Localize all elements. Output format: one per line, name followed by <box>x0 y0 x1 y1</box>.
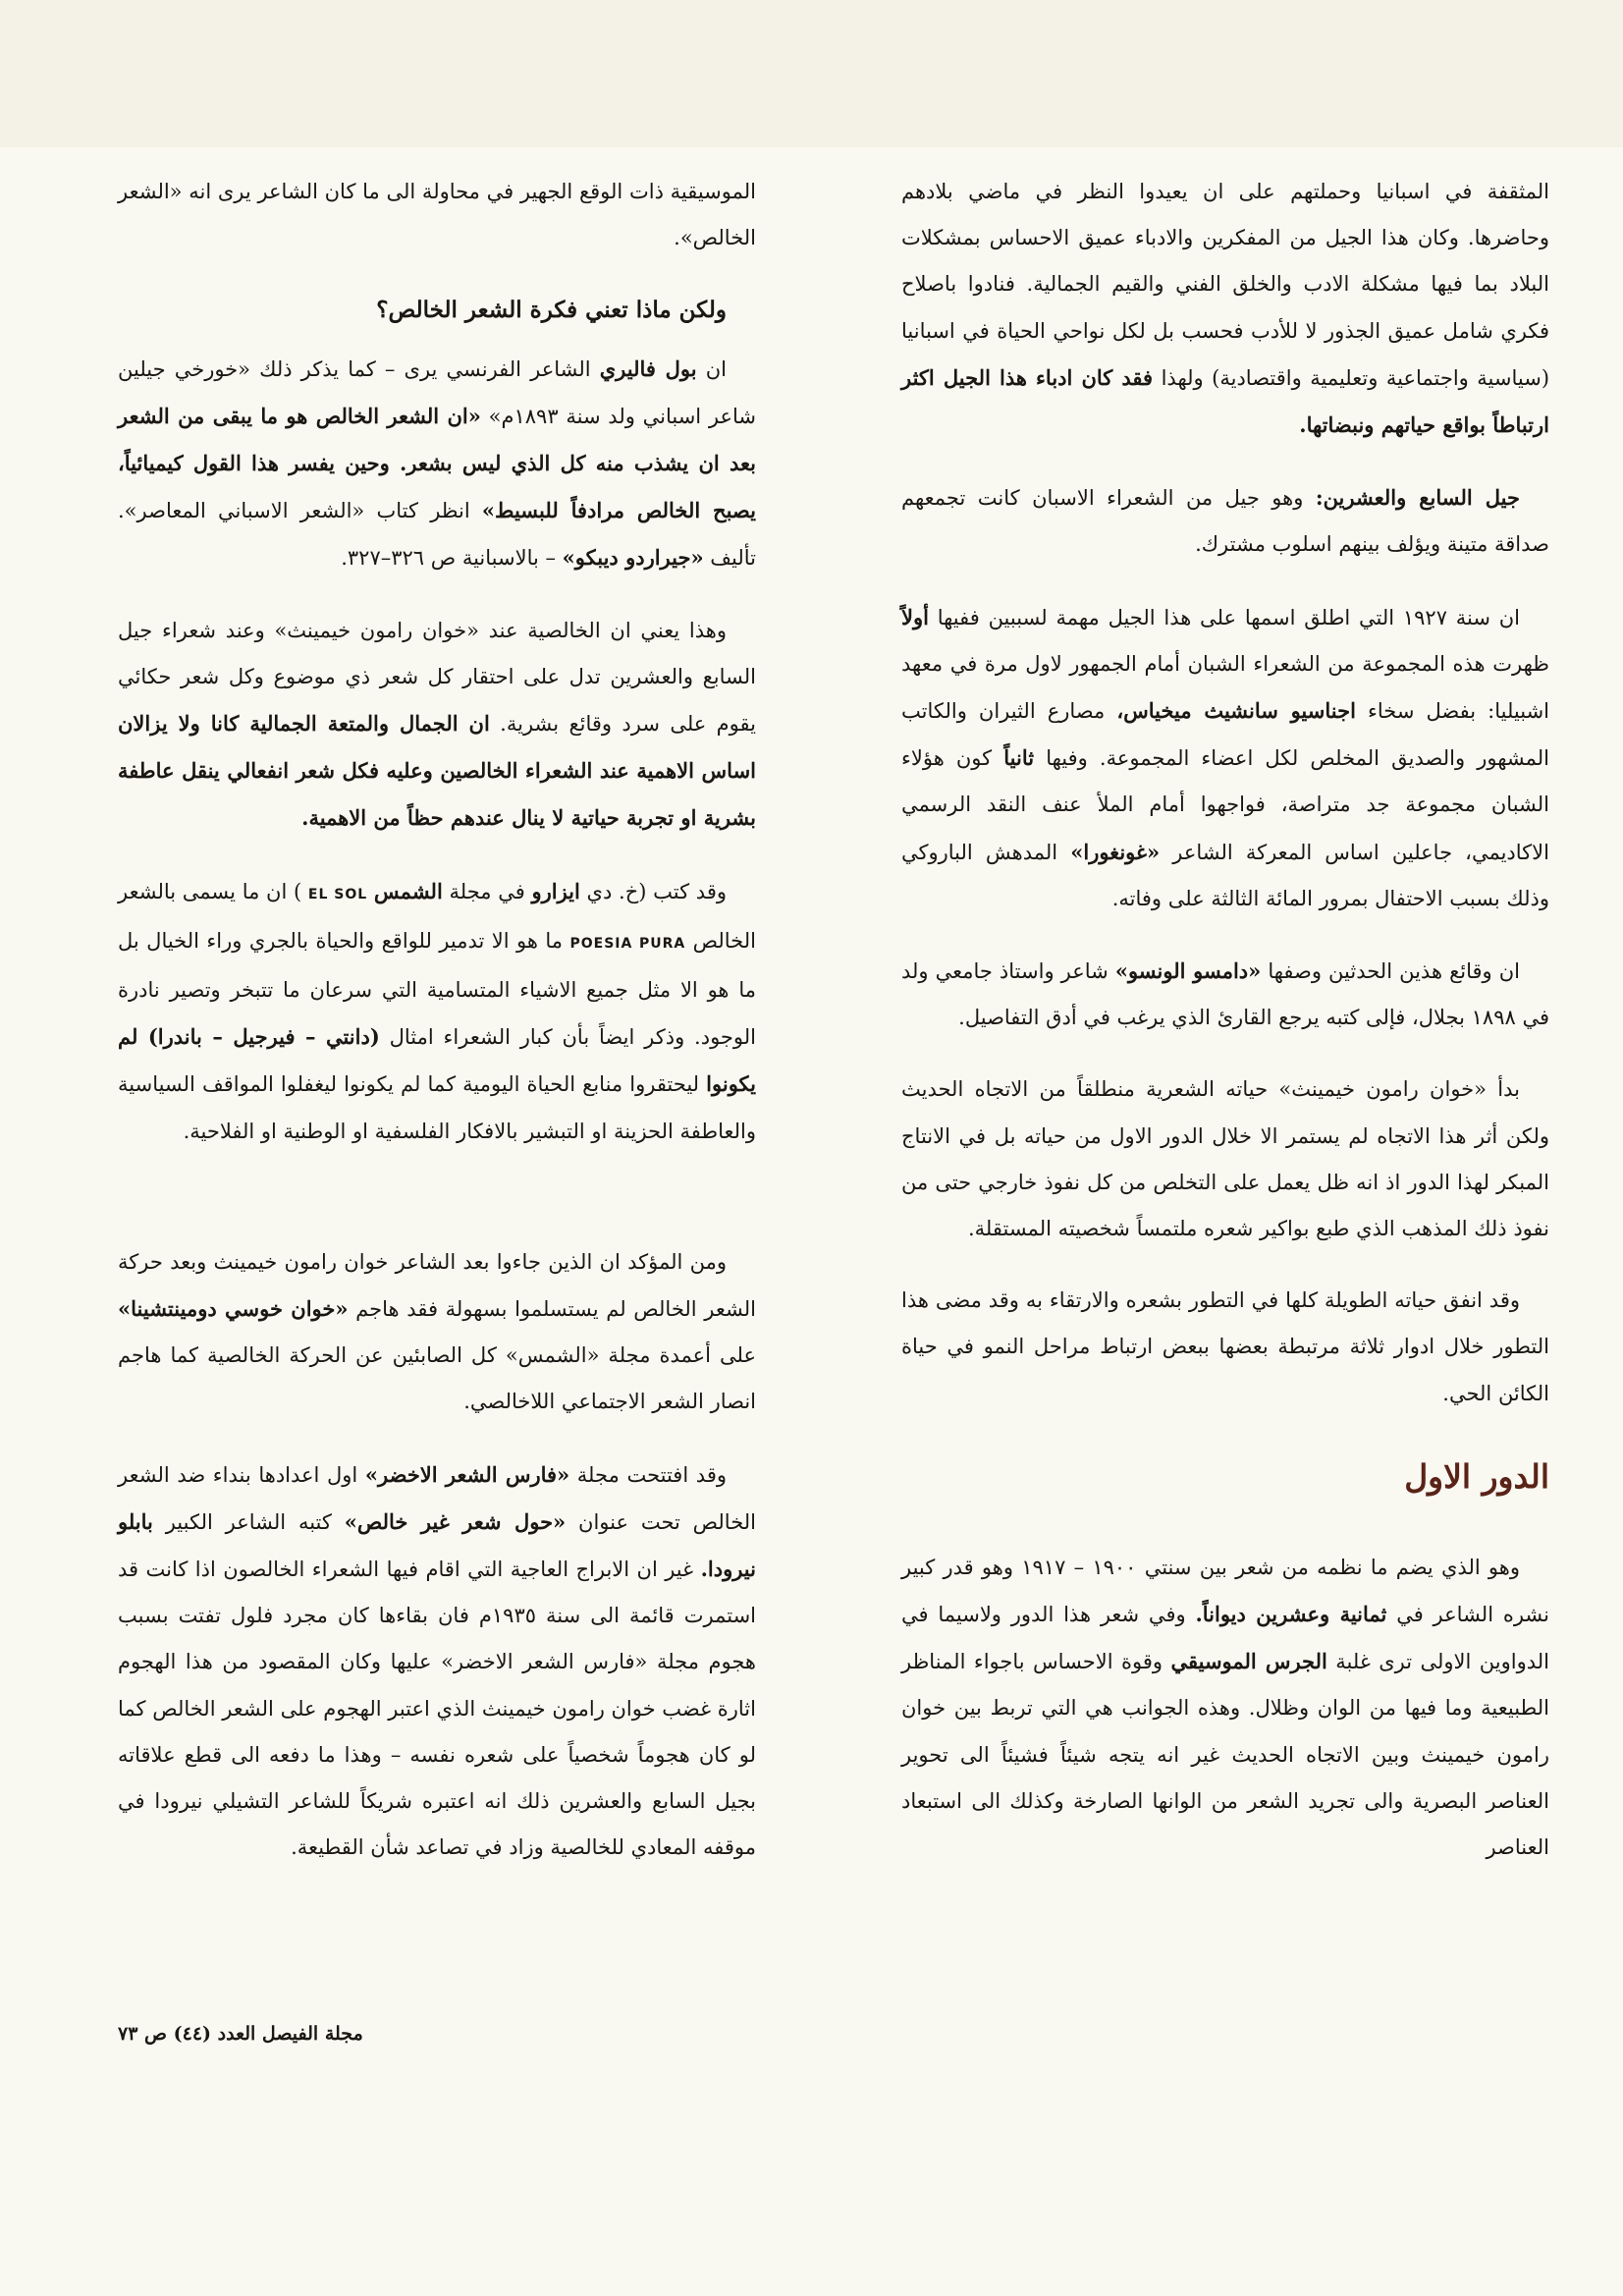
bold-text: (دانتي – فيرجيل – باندرا) لم يكونوا <box>118 1024 756 1097</box>
section-heading: الدور الاول <box>1404 1456 1549 1496</box>
text: ظهرت هذه المجموعة من الشعراء الشبان أمام الجمهور لاول مرة في معهد اشبيليا: بفضل سخاء <box>901 651 1550 724</box>
paragraph <box>901 1066 1549 1252</box>
text: وقد افتتحت مجلة <box>569 1462 728 1487</box>
bold-text: «ان الشعر الخالص هو ما يبقى من الشعر بعد ان يشذب منه كل الذي ليس بشعر. وحين يفسر هذا القول كيميائياً، يصبح الخالص مرادفاً للبسيط» <box>118 403 756 523</box>
text: مصارع الثيران والكاتب المشهور والصديق المخلص لكل اعضاء المجموعة. وفيها <box>901 699 1549 771</box>
paragraph <box>901 169 1549 449</box>
bold-text: الشمس <box>373 878 443 903</box>
bold-text: ايزارو <box>531 878 580 903</box>
text: المدهش الباروكي وذلك بسبب الاحتفال بمرور المائة الثالثة على وفاته. <box>901 840 1549 910</box>
left-column <box>118 169 756 1897</box>
text: ليحتقروا منابع الحياة اليومية كما لم يكونوا ليغفلوا المواقف السياسية والعاطفة الحزينة او التبشير بالافكار الفلسفية او الوطنية او الفلاحية. <box>118 1072 756 1143</box>
bold-text: أولاً <box>901 604 929 629</box>
bold-text: بول فاليري <box>599 355 697 381</box>
bold-text: «غونغورا» <box>1070 839 1161 864</box>
text: كون هؤلاء الشبان مجموعة جد متراصة، فواجهوا أمام الملأ عنف النقد الرسمي الاكاديمي، جاعلين اساس المعركة الشاعر <box>901 746 1549 864</box>
bold-text: «دامسو الونسو» <box>1114 958 1262 984</box>
text: وهو جيل من الشعراء الاسبان كانت تجمعهم صداقة متينة ويؤلف بينهم اسلوب مشترك. <box>901 486 1549 557</box>
text: المثقفة في اسبانيا وحملتهم على ان يعيدوا النظر في ماضي بلادهم وحاضرها. وكان هذا الجيل من المفكرين والادباء عميق الاحساس بمشكلات البلاد بما فيها مشكلة الادب والخلق الفني والقيم الجمالية. فنادوا باصلاح فكري شامل عميق الجذور لا للأدب فحسب بل لكل نواحي الحياة في اسبانيا (سياسية واجتماعية وتعليمية واقتصادية) ولهذا <box>901 180 1550 390</box>
text: ما هو الا تدمير للواقع والحياة بالجري وراء الخيال بل ما هو الا مثل جميع الاشياء المتسامية التي سرعان ما تتبخر وتصير نادرة الوجود. وذكر ايضاً بأن كبار الشعراء امثال <box>118 928 756 1050</box>
bold-text: فقد كان ادباء هذا الجيل اكثر ارتباطاً بواقع حياتهم ونبضاتها. <box>901 364 1549 438</box>
text: غير ان الابراج العاجية التي اقام فيها الشعراء الخالصون اذا كانت قد استمرت قائمة الى سنة ١٩٣٥م فان بقاءها كان مجرد فلول تفتت بسبب هجوم مجلة «فارس الشعر الاخضر» عليها وكان المقصود من هذا الهجوم اثارة غضب خوان رامون خيمينث الذي اعتبر الهجوم على الشعر الخالص كما لو كان هجوماً شخصياً على شعره نفسه – وهذا ما دفعه الى قطع علاقاته بجيل السابع والعشرين ذلك انه اعتبره شريكاً للشاعر التشيلي نيرودا في موقفه المعادي للخالصية وزاد في تصاعد شأن القطيعة. <box>118 1558 756 1860</box>
column-spacer <box>118 1180 756 1239</box>
text: شاعر واستاذ جامعي ولد في ١٨٩٨ بجلال، فإلى كتبه يرجع القارئ الذي يرغب في أدق التفاصيل. <box>901 959 1549 1030</box>
paragraph <box>118 868 756 1155</box>
paragraph <box>901 948 1549 1041</box>
paragraph <box>118 346 756 582</box>
page-footer: مجلة الفيصل العدد (٤٤) ص ٧٣ <box>118 2023 363 2045</box>
paragraph <box>901 594 1549 922</box>
bold-text: جيل السابع والعشرين: <box>1315 485 1520 511</box>
text: ان سنة ١٩٢٧ التي اطلق اسمها على هذا الجيل مهمة لسببين ففيها <box>928 605 1520 629</box>
paragraph <box>118 169 756 261</box>
text: ومن المؤكد ان الذين جاءوا بعد الشاعر خوان رامون خيمينث وبعد حركة الشعر الخالص لم يستسلموا بسهولة فقد هاجم <box>118 1249 756 1322</box>
latin-text: POESIA PURA <box>569 935 686 952</box>
bold-text: «فارس الشعر الاخضر» <box>364 1461 570 1487</box>
bold-text: ان الجمال والمتعة الجمالية كانا ولا يزالان اساس الاهمية عند الشعراء الخالصين وعليه فكل شعر انفعالي ينقل عاطفة بشرية او تجربة حياتية لا ينال عندهم حظاً من الاهمية. <box>118 711 756 831</box>
paragraph <box>118 1239 756 1426</box>
bold-text: «جيراردو ديبكو» <box>562 545 704 571</box>
bold-text: الجرس الموسيقي <box>1170 1649 1327 1674</box>
bold-text: ثانياً <box>1003 745 1035 771</box>
text: وقد انفق حياته الطويلة كلها في التطور بشعره والارتقاء به وقد مضى هذا التطور خلال ادوار ثلاثة مرتبطة بعضها ببعض ارتباط مراحل النمو في حياة الكائن الحي. <box>901 1288 1549 1405</box>
text: ) ان ما يسمى بالشعر الخالص <box>118 879 756 953</box>
bold-text: «حول شعر غير خالص» <box>344 1508 567 1534</box>
text: الموسيقية ذات الوقع الجهير في محاولة الى ما كان الشاعر يرى انه «الشعر الخالص». <box>118 180 756 250</box>
text: وقوة الاحساس باجواء المناظر الطبيعية وما فيها من الوان وظلال. وهذه الجوانب هي التي تربط بين خوان رامون خيمينث وبين الاتجاه الحديث غير انه يتجه شيئاً فشيئاً الى تحوير العناصر البصرية والى تجريد الشعر من الوانها الصارخة وكذلك الى استبعاد العناصر <box>901 1650 1549 1860</box>
text: الشاعر الفرنسي يرى – كما يذكر ذلك «خورخي جيلين شاعر اسباني ولد سنة ١٨٩٣م» <box>118 356 756 428</box>
bold-text: بابلو نيرودا. <box>118 1508 756 1582</box>
paragraph <box>901 1545 1549 1871</box>
text: في مجلة <box>442 879 532 903</box>
subheading: ولكن ماذا تعني فكرة الشعر الخالص؟ <box>376 297 727 324</box>
bold-text: ثمانية وعشرين ديواناً. <box>1195 1602 1387 1627</box>
text: اول اعدادها بنداء ضد الشعر الخالص تحت عنوان <box>118 1462 756 1534</box>
paragraph <box>118 608 756 843</box>
text: على أعمدة مجلة «الشمس» كل الصابئين عن الحركة الخالصية كما هاجم انصار الشعر الاجتماعي اللاخالصي. <box>118 1343 756 1414</box>
text: وهو الذي يضم ما نظمه من شعر بين سنتي ١٩٠٠ – ١٩١٧ وهو قدر كبير نشره الشاعر في <box>901 1555 1550 1627</box>
latin-text: EL SOL <box>307 886 368 902</box>
text: – بالاسبانية ص ٣٢٦–٣٢٧. <box>341 546 563 571</box>
text: وفي شعر هذا الدور ولاسيما في الدواوين الاولى ترى غلبة <box>901 1603 1549 1674</box>
paragraph <box>901 474 1549 568</box>
text: بدأ «خوان رامون خيمينث» حياته الشعرية منطلقاً من الاتجاه الحديث ولكن أثر هذا الاتجاه لم يستمر الا خلال الدور الاول من حياته بل في الانتاج المبكر لهذا الدور اذ انه ظل يعمل على التخلص من كل نفوذ خارجي حتى من نفوذ ذلك المذهب الذي طبع بواكير شعره ملتمساً شخصيته المستقلة. <box>901 1077 1549 1241</box>
bold-text: «خوان خوسي دومينتشينا» <box>118 1296 349 1322</box>
top-margin <box>0 0 1623 147</box>
paragraph <box>118 1451 756 1872</box>
text: ان <box>696 356 727 381</box>
text: وقد كتب (خ. دي <box>579 879 727 903</box>
paragraph <box>901 1278 1549 1417</box>
right-column <box>901 169 1549 1896</box>
text: ان وقائع هذين الحدثين وصفها <box>1261 959 1520 984</box>
text: كتبه الشاعر الكبير <box>152 1509 345 1534</box>
bold-text: اجناسيو سانشيث ميخياس، <box>1116 698 1356 724</box>
text: وهذا يعني ان الخالصية عند «خوان رامون خيمينث» وعند شعراء جيل السابع والعشرين تدل على احتقار كل شعر ذي موضوع وكل شعر حكائي يقوم على سرد وقائع بشرية. <box>118 618 756 737</box>
text: انظر كتاب «الشعر الاسباني المعاصر». تأليف <box>118 499 756 571</box>
